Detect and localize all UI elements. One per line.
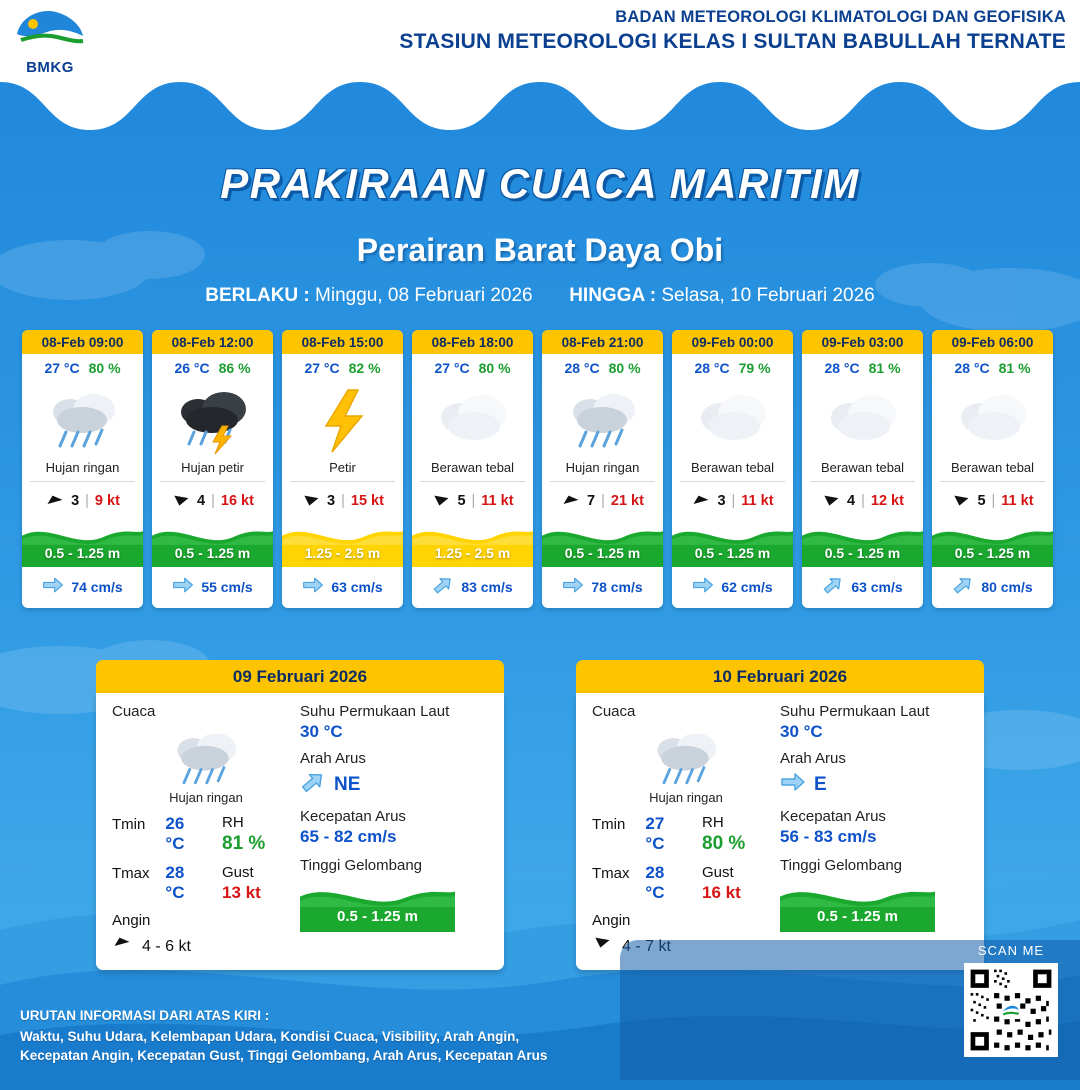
forecast-visibility: 5: [977, 493, 986, 509]
forecast-current-speed: 80 cm/s: [981, 578, 1033, 595]
forecast-time: 08-Feb 18:00: [412, 330, 533, 354]
forecast-wind-speed: 12 kt: [870, 493, 904, 509]
forecast-current-speed: 62 cm/s: [721, 578, 773, 595]
forecast-visibility: 3: [327, 493, 336, 509]
forecast-time: 09-Feb 00:00: [672, 330, 793, 354]
daily-condition: Hujan ringan: [649, 790, 723, 805]
forecast-condition: Berawan tebal: [950, 460, 1035, 475]
daily-wind-value: 4 - 6 kt: [142, 938, 191, 955]
page-title: PRAKIRAAN CUACA MARITIM: [220, 160, 860, 207]
forecast-humidity: 81 %: [868, 360, 901, 376]
forecast-card: [412, 330, 533, 608]
daily-current-dir-value: E: [814, 773, 827, 795]
arrow-sw-icon: [301, 489, 321, 513]
wind-separator: |: [471, 493, 476, 509]
daily-tmin-value: 26 °C: [165, 814, 185, 853]
forecast-wave: [802, 521, 923, 567]
daily-body: [576, 693, 984, 970]
daily-wind-row: [112, 912, 204, 929]
daily-wave-box: [300, 880, 455, 932]
forecast-temp: 27 °C: [304, 360, 340, 376]
arrow-sw-icon: [592, 931, 612, 956]
wind-separator: |: [85, 493, 89, 509]
forecast-time: 08-Feb 21:00: [542, 330, 663, 354]
forecast-wave: [542, 521, 663, 567]
forecast-wave-height: 1.25 - 2.5 m: [434, 545, 511, 561]
rain-light-icon: [22, 378, 143, 460]
daily-tmin-row: [592, 814, 684, 854]
forecast-time: 09-Feb 06:00: [932, 330, 1053, 354]
forecast-temp: 28 °C: [824, 360, 860, 376]
daily-wave-label: Tinggi Gelombang: [780, 857, 903, 874]
forecast-current: [542, 567, 663, 608]
arrow-e-icon: [42, 574, 64, 599]
forecast-condition: Hujan ringan: [565, 460, 640, 475]
validity-from-label: BERLAKU :: [205, 285, 310, 306]
daily-wave-box: [780, 880, 935, 932]
arrow-e-icon: [780, 769, 806, 800]
daily-gust-value: 16 kt: [702, 883, 741, 902]
arrow-ne-icon: [561, 489, 581, 513]
daily-current-dir-row: [780, 769, 968, 800]
forecast-visibility: 7: [587, 493, 596, 509]
daily-condition: Hujan ringan: [169, 790, 243, 805]
wind-separator: |: [731, 493, 736, 509]
daily-right-column: [780, 703, 968, 956]
daily-gust-value: 13 kt: [222, 883, 261, 902]
forecast-humidity: 86 %: [218, 360, 251, 376]
validity-to-value: Selasa, 10 Februari 2026: [661, 285, 875, 306]
forecast-wave-height: 0.5 - 1.25 m: [824, 545, 901, 561]
legend-note-line1: Waktu, Suhu Udara, Kelembapan Udara, Kondisi Cuaca, Visibility, Arah Angin,: [20, 1028, 520, 1044]
forecast-wave: [412, 521, 533, 567]
arrow-ne-icon: [112, 931, 132, 956]
forecast-condition: Berawan tebal: [820, 460, 905, 475]
forecast-humidity: 82 %: [348, 360, 381, 376]
forecast-condition: Berawan tebal: [430, 460, 515, 475]
arrow-sw-icon: [431, 489, 451, 513]
rain-light-icon: [112, 722, 300, 788]
daily-tmin-label: Tmin: [592, 816, 626, 833]
forecast-visibility: 3: [71, 493, 80, 509]
forecast-card: [282, 330, 403, 608]
daily-sst-label: Suhu Permukaan Laut: [300, 703, 450, 720]
qr-title: SCAN ME: [977, 943, 1045, 958]
daily-tmax-row: [592, 863, 684, 903]
bmkg-logo-icon: [11, 4, 89, 56]
daily-gust-label: Gust: [222, 864, 254, 881]
validity-to-label: HINGGA :: [569, 285, 657, 306]
forecast-condition: Hujan ringan: [45, 460, 120, 475]
arrow-sw-icon: [821, 489, 841, 513]
daily-sst-value: 30 °C: [780, 722, 823, 741]
rain-light-icon: [542, 378, 663, 460]
forecast-wind-speed: 9 kt: [94, 493, 120, 509]
legend-note-title: URUTAN INFORMASI DARI ATAS KIRI :: [20, 1008, 270, 1024]
daily-wind-label: Angin: [112, 912, 151, 929]
thunderstorm-icon: [152, 378, 273, 460]
cloudy-icon: [802, 378, 923, 460]
daily-current-speed-value: 65 - 82 cm/s: [300, 827, 397, 846]
daily-rh-row: [702, 814, 780, 831]
cloudy-icon: [412, 378, 533, 460]
daily-rh-value: 80 %: [702, 833, 746, 854]
forecast-wind-speed: 21 kt: [610, 493, 644, 509]
forecast-current-speed: 55 cm/s: [201, 578, 253, 595]
arrow-ne-icon: [952, 574, 974, 599]
forecast-card: [22, 330, 143, 608]
forecast-temp-rh: [22, 354, 143, 378]
forecast-wind: [802, 482, 923, 521]
daily-wind-row: [592, 912, 684, 929]
validity-line: [0, 285, 1080, 307]
daily-rh-value-row: [702, 833, 780, 855]
forecast-visibility: 4: [197, 493, 206, 509]
forecast-temp: 27 °C: [434, 360, 470, 376]
daily-weather-label: Cuaca: [112, 703, 156, 720]
arrow-e-icon: [692, 574, 714, 599]
daily-tmax-row: [112, 863, 204, 903]
forecast-condition: Hujan petir: [181, 460, 244, 475]
daily-rh-label: RH: [222, 814, 244, 831]
qr-code-icon[interactable]: [964, 963, 1058, 1057]
forecast-wind-speed: 11 kt: [1001, 493, 1034, 509]
daily-tmax-label: Tmax: [592, 865, 630, 882]
daily-sst-label: Suhu Permukaan Laut: [780, 703, 930, 720]
forecast-current-speed: 74 cm/s: [71, 578, 123, 595]
forecast-wave-height: 0.5 - 1.25 m: [954, 545, 1031, 561]
forecast-visibility: 5: [457, 493, 466, 509]
forecast-current-speed: 63 cm/s: [851, 578, 903, 595]
forecast-current: [672, 567, 793, 608]
lightning-icon: [282, 378, 403, 460]
forecast-temp-rh: [802, 354, 923, 378]
forecast-time: 08-Feb 15:00: [282, 330, 403, 354]
daily-rh-label: RH: [702, 814, 724, 831]
arrow-e-icon: [302, 574, 324, 599]
rain-light-icon: [592, 722, 780, 788]
forecast-wave: [22, 521, 143, 567]
forecast-time: 08-Feb 12:00: [152, 330, 273, 354]
forecast-wave: [152, 521, 273, 567]
daily-current-speed-value: 56 - 83 cm/s: [780, 827, 877, 846]
header-agency-name: BADAN METEOROLOGI KLIMATOLOGI DAN GEOFISIKA: [615, 8, 1066, 26]
forecast-humidity: 80 %: [88, 360, 121, 376]
header-titles: [399, 8, 1066, 54]
daily-body: [96, 693, 504, 970]
forecast-wave-height: 0.5 - 1.25 m: [564, 545, 641, 561]
page-header: [0, 0, 1080, 78]
forecast-card: [802, 330, 923, 608]
forecast-wind-speed: 16 kt: [220, 493, 254, 509]
forecast-visibility: 3: [717, 493, 726, 509]
forecast-wind-speed: 15 kt: [350, 493, 384, 509]
daily-gust-value-row: [702, 883, 780, 903]
forecast-humidity: 80 %: [608, 360, 641, 376]
forecast-temp: 28 °C: [954, 360, 990, 376]
legend-note-line2: Kecepatan Angin, Kecepatan Gust, Tinggi Gelombang, Arah Arus, Kecepatan Arus: [20, 1048, 548, 1064]
daily-current-dir-value: NE: [334, 773, 361, 795]
daily-tmin-row: [112, 814, 204, 854]
wind-separator: |: [861, 493, 865, 509]
forecast-current: [802, 567, 923, 608]
forecast-current: [152, 567, 273, 608]
forecast-card: [932, 330, 1053, 608]
forecast-wave: [282, 521, 403, 567]
forecast-card: [152, 330, 273, 608]
arrow-ne-icon: [300, 769, 326, 800]
daily-weather-label: Cuaca: [592, 703, 636, 720]
arrow-sw-icon: [171, 489, 191, 513]
daily-panel-list: [0, 660, 1080, 970]
forecast-wave: [672, 521, 793, 567]
arrow-ne-icon: [432, 574, 454, 599]
daily-rh-row: [222, 814, 300, 831]
daily-right-column: [300, 703, 488, 956]
forecast-wind-speed: 11 kt: [481, 493, 514, 509]
daily-gust-row: [702, 864, 780, 881]
daily-left-column: [112, 703, 300, 956]
forecast-current: [22, 567, 143, 608]
forecast-temp-rh: [152, 354, 273, 378]
forecast-temp-rh: [542, 354, 663, 378]
forecast-humidity: 80 %: [478, 360, 511, 376]
daily-panel: [96, 660, 504, 970]
forecast-wind: [412, 482, 533, 521]
forecast-temp-rh: [282, 354, 403, 378]
legend-note: [20, 1006, 547, 1066]
forecast-current: [932, 567, 1053, 608]
wind-separator: |: [991, 493, 996, 509]
daily-current-dir-label: Arah Arus: [780, 750, 846, 767]
cloudy-icon: [672, 378, 793, 460]
forecast-time: 08-Feb 09:00: [22, 330, 143, 354]
arrow-ne-icon: [45, 489, 65, 513]
daily-wave-value: 0.5 - 1.25 m: [337, 908, 418, 925]
daily-current-dir-row: [300, 769, 488, 800]
daily-date: 09 Februari 2026: [96, 660, 504, 693]
forecast-humidity: 81 %: [998, 360, 1031, 376]
forecast-current: [282, 567, 403, 608]
forecast-wave-height: 0.5 - 1.25 m: [174, 545, 251, 561]
forecast-card-list: [22, 330, 1058, 608]
forecast-wind: [152, 482, 273, 521]
daily-rh-value-row: [222, 833, 300, 855]
forecast-wind: [542, 482, 663, 521]
daily-wind-label: Angin: [592, 912, 631, 929]
forecast-temp-rh: [932, 354, 1053, 378]
page-subtitle: Perairan Barat Daya Obi: [356, 232, 724, 268]
forecast-humidity: 79 %: [738, 360, 771, 376]
forecast-temp-rh: [412, 354, 533, 378]
forecast-card: [672, 330, 793, 608]
daily-current-speed-label: Kecepatan Arus: [780, 808, 886, 825]
forecast-wind: [932, 482, 1053, 521]
daily-tmax-value: 28 °C: [165, 863, 185, 902]
daily-rh-value: 81 %: [222, 833, 266, 854]
bmkg-logo: [10, 4, 90, 76]
arrow-ne-icon: [822, 574, 844, 599]
daily-tmin-label: Tmin: [112, 816, 146, 833]
daily-current-dir-label: Arah Arus: [300, 750, 366, 767]
daily-wind-value-row: [112, 931, 204, 956]
daily-gust-label: Gust: [702, 864, 734, 881]
forecast-wind: [22, 482, 143, 521]
forecast-time: 09-Feb 03:00: [802, 330, 923, 354]
header-scallop-divider: [0, 72, 1080, 142]
daily-panel: [576, 660, 984, 970]
arrow-ne-icon: [691, 489, 711, 513]
daily-wave-value: 0.5 - 1.25 m: [817, 908, 898, 925]
forecast-current-speed: 78 cm/s: [591, 578, 643, 595]
daily-tmax-value: 28 °C: [645, 863, 665, 902]
header-station-name: STASIUN METEOROLOGI KELAS I SULTAN BABULLAH TERNATE: [399, 30, 1066, 53]
daily-gust-row: [222, 864, 300, 881]
bmkg-logo-text: BMKG: [26, 59, 74, 76]
wind-separator: |: [601, 493, 605, 509]
forecast-current-speed: 63 cm/s: [331, 578, 383, 595]
forecast-visibility: 4: [847, 493, 856, 509]
daily-gust-value-row: [222, 883, 300, 903]
forecast-current: [412, 567, 533, 608]
forecast-wind: [282, 482, 403, 521]
forecast-temp: 26 °C: [174, 360, 210, 376]
forecast-current-speed: 83 cm/s: [461, 578, 513, 595]
arrow-sw-icon: [951, 489, 971, 513]
daily-tmax-label: Tmax: [112, 865, 150, 882]
daily-wave-label: Tinggi Gelombang: [300, 857, 423, 874]
forecast-condition: Berawan tebal: [690, 460, 775, 475]
forecast-wind-speed: 11 kt: [741, 493, 774, 509]
forecast-wave-height: 1.25 - 2.5 m: [304, 545, 381, 561]
forecast-temp-rh: [672, 354, 793, 378]
daily-tmin-value: 27 °C: [645, 814, 665, 853]
forecast-temp: 28 °C: [564, 360, 600, 376]
forecast-condition: Petir: [329, 460, 356, 475]
forecast-wind: [672, 482, 793, 521]
forecast-card: [542, 330, 663, 608]
forecast-wave: [932, 521, 1053, 567]
qr-block[interactable]: [964, 943, 1058, 1062]
arrow-e-icon: [562, 574, 584, 599]
validity-from-value: Minggu, 08 Februari 2026: [315, 285, 533, 306]
daily-date: 10 Februari 2026: [576, 660, 984, 693]
forecast-temp: 27 °C: [44, 360, 80, 376]
daily-current-speed-label: Kecepatan Arus: [300, 808, 406, 825]
arrow-e-icon: [172, 574, 194, 599]
wind-separator: |: [211, 493, 215, 509]
wind-separator: |: [341, 493, 345, 509]
forecast-wave-height: 0.5 - 1.25 m: [44, 545, 121, 561]
forecast-temp: 28 °C: [694, 360, 730, 376]
daily-left-column: [592, 703, 780, 956]
cloudy-icon: [932, 378, 1053, 460]
daily-sst-value: 30 °C: [300, 722, 343, 741]
forecast-wave-height: 0.5 - 1.25 m: [694, 545, 771, 561]
